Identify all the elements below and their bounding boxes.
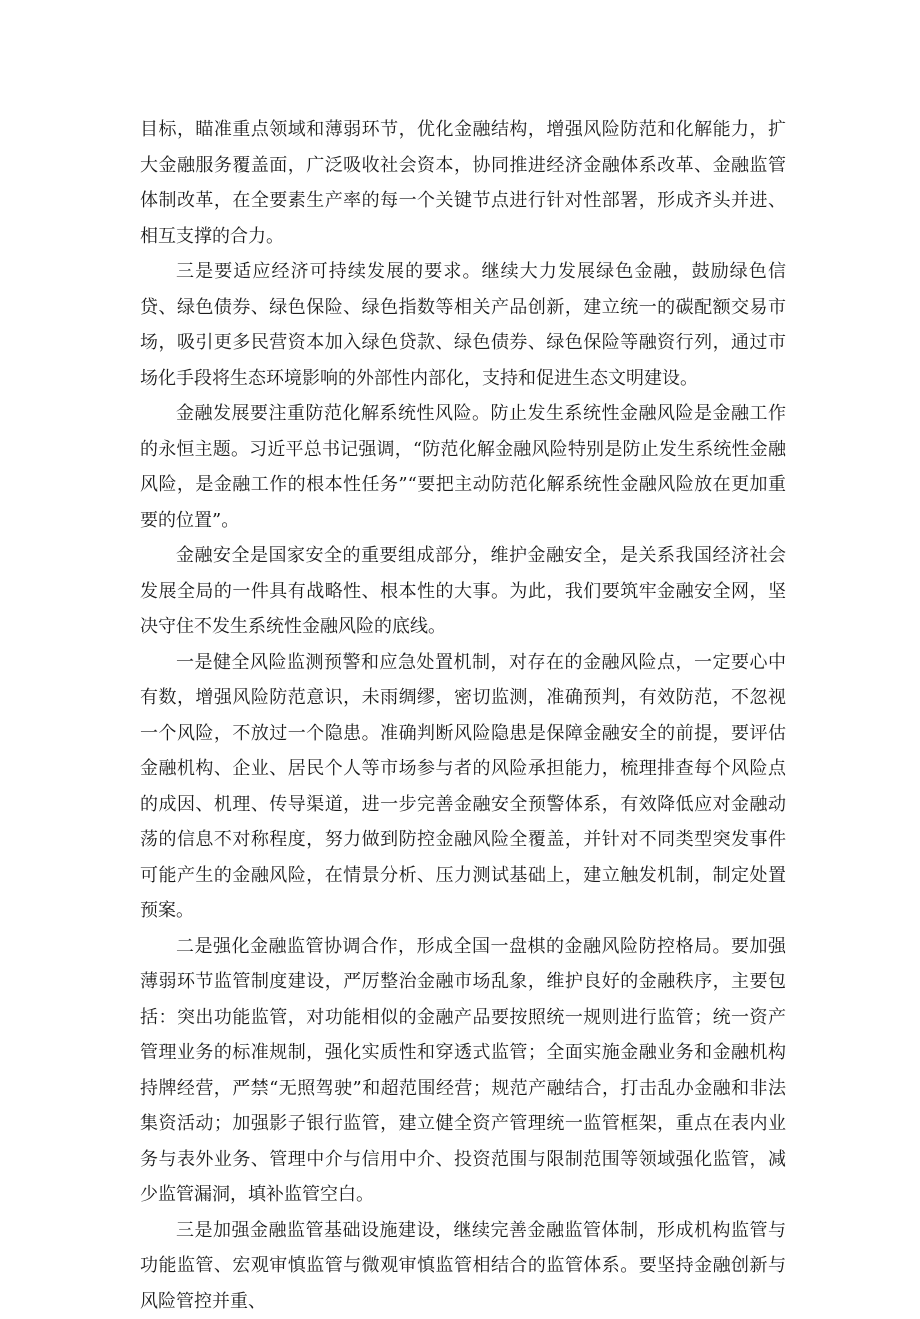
paragraph-supervision-infrastructure: 三是加强金融监管基础设施建设，继续完善金融监管体制，形成机构监管与功能监管、宏观审慎监管与微观审慎监管相结合的监管体系。要坚持金融创新与风险管控并重、	[140, 1213, 786, 1319]
paragraph-risk-monitoring: 一是健全风险监测预警和应急处置机制，对存在的金融风险点，一定要心中有数，增强风险防范意识，未雨绸缪，密切监测，准确预判，有效防范，不忽视一个风险，不放过一个隐患。准确判断风险隐患是保障金融安全的前提，要评估金融机构、企业、居民个人等市场参与者的风险承担能力，梳理排查每个风险点的成因、机理、传导渠道，进一步完善金融安全预警体系，有效降低应对金融动荡的信息不对称程度，努力做到防控金融风险全覆盖，并针对不同类型突发事件可能产生的金融风险，在情景分析、压力测试基础上，建立触发机制，制定处置预案。	[140, 645, 786, 929]
paragraph-financial-security: 金融安全是国家安全的重要组成部分，维护金融安全，是关系我国经济社会发展全局的一件具有战略性、根本性的大事。为此，我们要筑牢金融安全网，坚决守住不发生系统性金融风险的底线。	[140, 538, 786, 645]
paragraph-continuation: 目标，瞄准重点领域和薄弱环节，优化金融结构，增强风险防范和化解能力，扩大金融服务覆盖面，广泛吸收社会资本，协同推进经济金融体系改革、金融监管体制改革，在全要素生产率的每一个关键节点进行针对性部署，形成齐头并进、相互支撑的合力。	[140, 112, 786, 254]
paragraph-systemic-risk: 金融发展要注重防范化解系统性风险。防止发生系统性金融风险是金融工作的永恒主题。习近平总书记强调，“防范化解金融风险特别是防止发生系统性金融风险，是金融工作的根本性任务”“要把主动防范化解系统性金融风险放在更加重要的位置”。	[140, 396, 786, 538]
paragraph-supervision-coordination: 二是强化金融监管协调合作，形成全国一盘棋的金融风险防控格局。要加强薄弱环节监管制度建设，严厉整治金融市场乱象，维护良好的金融秩序，主要包括：突出功能监管，对功能相似的金融产品要按照统一规则进行监管；统一资产管理业务的标准规制，强化实质性和穿透式监管；全面实施金融业务和金融机构持牌经营，严禁“无照驾驶”和超范围经营；规范产融结合，打击乱办金融和非法集资活动；加强影子银行监管，建立健全资产管理统一监管框架，重点在表内业务与表外业务、管理中介与信用中介、投资范围与限制范围等领域强化监管，减少监管漏洞，填补监管空白。	[140, 929, 786, 1213]
document-page	[140, 112, 786, 1319]
paragraph-sustainable-development: 三是要适应经济可持续发展的要求。继续大力发展绿色金融，鼓励绿色信贷、绿色债券、绿色保险、绿色指数等相关产品创新，建立统一的碳配额交易市场，吸引更多民营资本加入绿色贷款、绿色债券、绿色保险等融资行列，通过市场化手段将生态环境影响的外部性内部化，支持和促进生态文明建设。	[140, 254, 786, 396]
